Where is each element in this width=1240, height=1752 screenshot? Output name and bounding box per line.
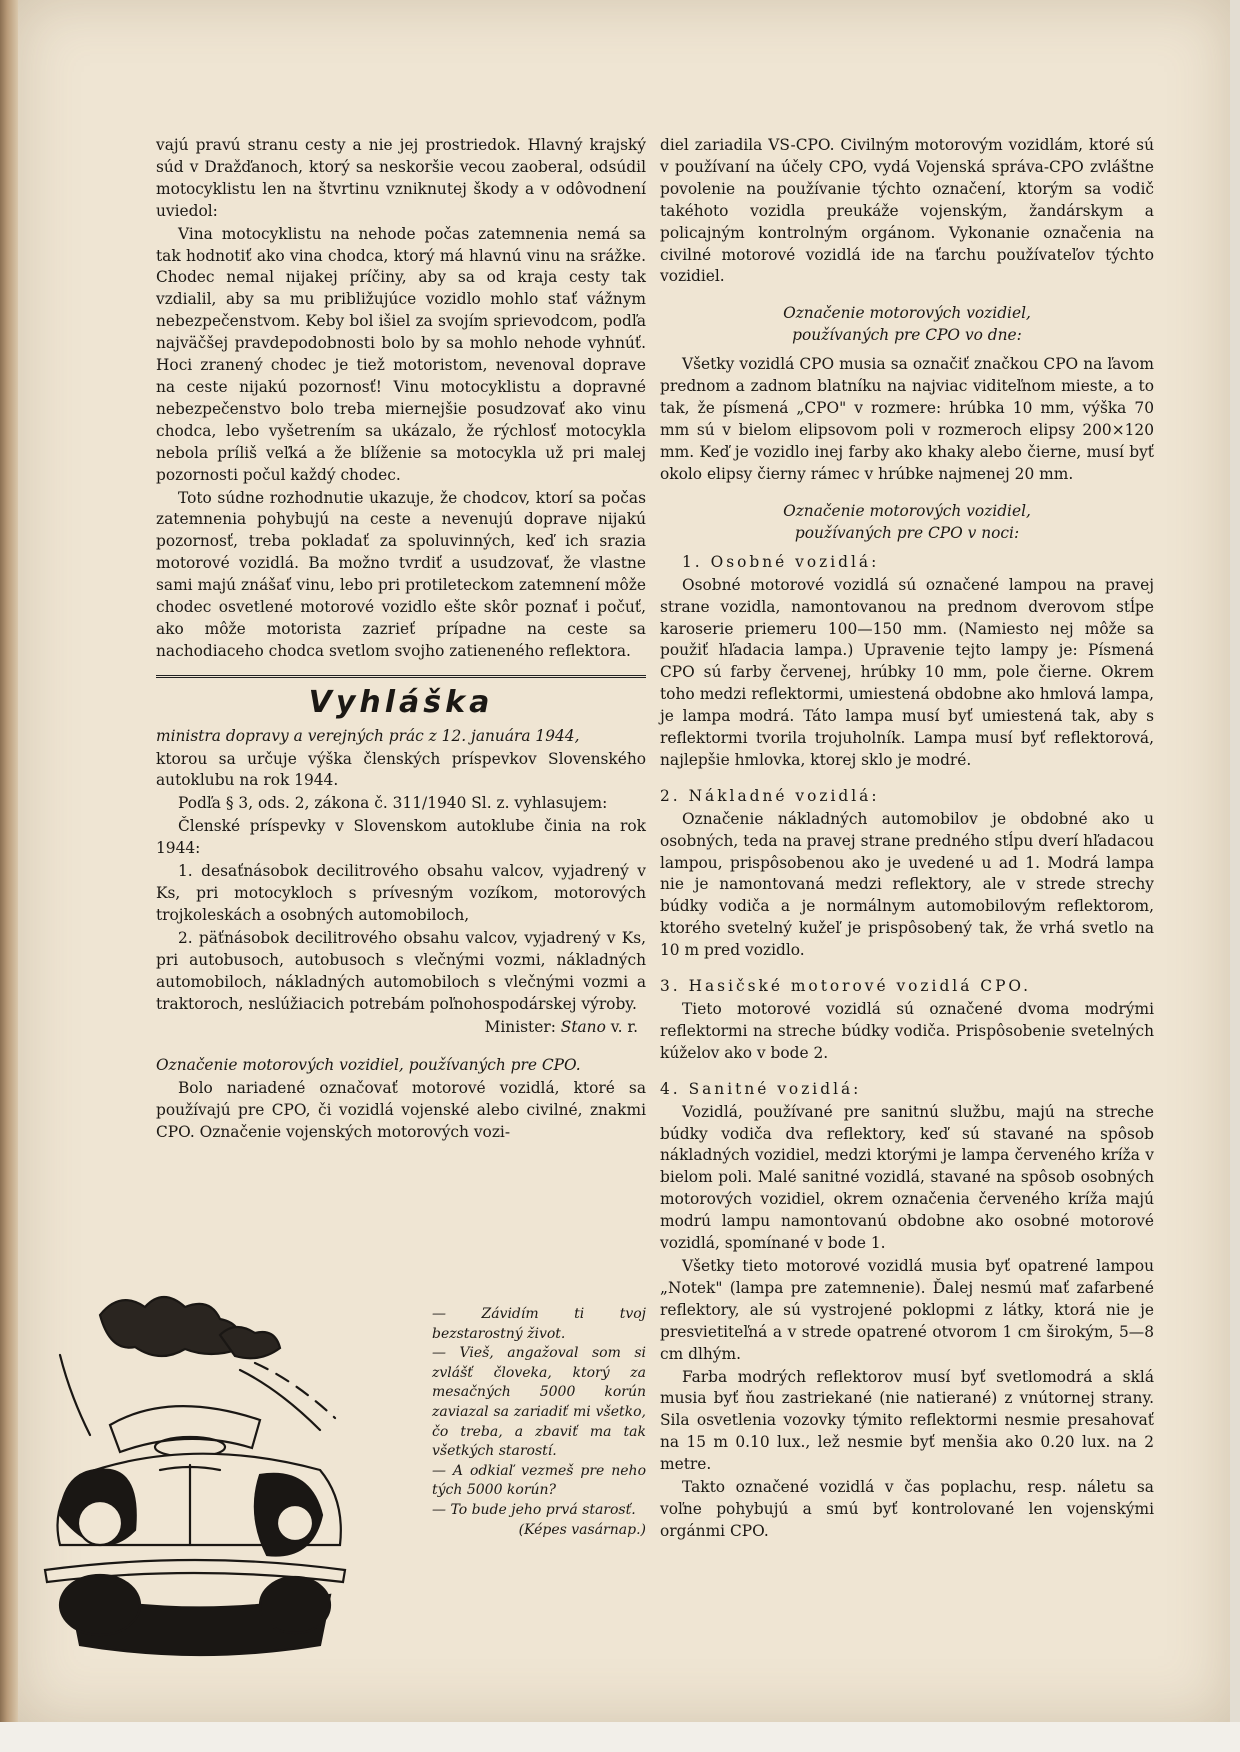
section-divider xyxy=(156,675,646,678)
section-3-heading: 3. Hasičské motorové vozidlá CPO. xyxy=(660,977,1032,996)
section-2-heading: 2. Nákladné vozidlá: xyxy=(660,786,880,805)
vyhlaska-item-1: 1. desaťnásobok decilitrového obsahu valcov, vyjadrený v Ks, pri motocykloch s prívesným vozíkom, motorových trojkoleskách a osobných automobiloch, xyxy=(156,862,646,924)
caption-line-3: — A odkiaľ vezmeš pre neho tých 5000 korún? xyxy=(432,1462,646,1499)
scan-margin-right xyxy=(1230,0,1240,1752)
left-paragraph-1: vajú pravú stranu cesty a nie jej prostriedok. Hlavný krajský súd v Dražďanoch, ktorý sa neskoršie vecou zaoberal, odsúdil motocyklistu len na štvrtinu vzniknutej škody a v odôvodnení uviedol: xyxy=(156,136,646,220)
scan-margin-bottom xyxy=(0,1722,1240,1752)
caption-line-2: — Vieš, angažoval som si zvlášť človeka, ktorý za mesačných 5000 korún zaviazal sa zariadiť mi všetko, čo treba, a zbaviť ma tak všetkých starostí. xyxy=(432,1345,646,1460)
heading-night-marking xyxy=(660,500,1154,544)
right-paragraph-1: diel zariadila VS-CPO. Civilným motorovým vozidlám, ktoré sú v používaní na účely CPO, vydá Vojenská správa-CPO zvláštne povolenie na používanie týchto označení, ktorým sa vodič takéhoto vozidla preukáže vojenským, žandárskym a policajným kontrolným orgánom. Vykonanie označenia na civilné motorové vozidlá ide na ťarchu používateľov týchto vozidiel. xyxy=(660,136,1154,286)
cartoon-car-illustration xyxy=(40,1285,360,1665)
right-paragraph-2: Všetky vozidlá CPO musia sa označiť značkou CPO na ľavom prednom a zadnom blatníku na najviac viditeľnom mieste, a to tak, že písmená „CPO" v rozmere: hrúbka 10 mm, výška 70 mm sú v bielom elipsovom poli v rozmeroch elipsy 200×120 mm. Keď je vozidlo inej farby ako khaky alebo čierne, musí byť okolo elipsy čierny rámec v hrúbke najmenej 20 mm. xyxy=(660,355,1154,483)
heading-day-line-1: Označenie motorových vozidiel, xyxy=(783,304,1031,323)
heading-night-line-1: Označenie motorových vozidiel, xyxy=(783,501,1031,520)
section-2-text: Označenie nákladných automobilov je obdobné ako u osobných, teda na pravej strane predného stĺpu dverí hľadacou lampou, prispôsobenou ako je uvedené u ad 1. Modrá lampa nie je namontovaná medzi reflektory, ale v strede strechy búdky vodiča a je normálnym automobilovým reflektorom, ktorého svetelný kužeľ je prispôsobený tak, že vrhá svetlo na 10 m pred vozidlo. xyxy=(660,809,1154,960)
vyhlaska-signature xyxy=(156,1017,646,1039)
cartoon-caption xyxy=(432,1305,646,1540)
right-paragraph-5: Takto označené vozidlá v čas poplachu, resp. náletu sa voľne pohybujú a smú byť kontrolované len vojenskými orgánmi CPO. xyxy=(660,1478,1154,1540)
signature-suffix: v. r. xyxy=(610,1018,638,1037)
vyhlaska-title: Vyhláška xyxy=(308,684,494,720)
heading-day-marking xyxy=(660,302,1154,346)
oznacenie-paragraph: Bolo nariadené označovať motorové vozidlá, ktoré sa používajú pre CPO, či vozidlá vojenské alebo civilné, znakmi CPO. Označenie vojenských motorových vozi- xyxy=(156,1079,646,1142)
caption-line-1: — Závidím ti tvoj bezstarostný život. xyxy=(432,1306,646,1342)
left-paragraph-3: Toto súdne rozhodnutie ukazuje, že chodcov, ktorí sa počas zatemnenia pohybujú na ceste a nevenujú doprave nijakú pozornosť, treba pokladať za spoluvinných, keď ich srazia motorové vozidlá. Ba možno tvrdiť a usudzovať, že vlastne sami majú znášať vinu, lebo pri protileteckom zatemnení môže chodec osvetlené motorové vozidlo ešte skôr poznať i počuť, ako môže motorista zazrieť prípadne na ceste sa nachodiaceho chodca svetlom svojho zatieneného reflektora. xyxy=(156,488,646,660)
signature-prefix: Minister: xyxy=(484,1018,556,1037)
right-paragraph-4: Farba modrých reflektorov musí byť svetlomodrá a sklá musia byť ňou zastriekané (nie natierané) z vnútornej strany. Sila osvetlenia vozovky týmito reflektormi nesmie presahovať na 15 m 0.10 lux., lež nesmie byť menšia ako 0.20 lux. na 2 metre. xyxy=(660,1367,1154,1474)
right-column xyxy=(660,135,1154,1543)
section-1-heading: 1. Osobné vozidlá: xyxy=(682,552,880,571)
caption-source: (Képes vasárnap.) xyxy=(518,1521,646,1538)
section-4-text: Vozidlá, používané pre sanitnú službu, majú na streche búdky vodiča dva reflektory, keď sú stavané na spôsob nákladných vozidiel, medzi ktorými je lampa červeného kríža v bielom poli. Malé sanitné vozidlá, stavané na spôsob osobných motorových vozidiel, okrem označenia červeného kríža majú modrú lampu namontovanú obdobne ako osobné motorové vozidlá, spomínané v bode 1. xyxy=(660,1102,1154,1253)
section-1-text: Osobné motorové vozidlá sú označené lampou na pravej strane vozidla, namontovanou na prednom dverovom stĺpe karoserie priemeru 100—150 mm. (Namiesto nej môže sa použiť hľadacia lampa.) Upravenie tejto lampy je: Písmená CPO sú farby červenej, hrúbky 10 mm, pole čierne. Okrem toho medzi reflektormi, umiestená obdobne ako hmlová lampa, je lampa modrá. Táto lampa musí byť umiestená tak, aby s reflektormi tvorila trojuholník. Lampa musí byť reflektorová, najlepšie hmlovka, ktorej sklo je modré. xyxy=(660,575,1154,769)
left-column xyxy=(156,135,646,1144)
caption-line-4 xyxy=(432,1501,646,1538)
caption-line-4-text: — To bude jeho prvá starosť. xyxy=(432,1501,636,1518)
left-paragraph-2: Vina motocyklistu na nehode počas zatemnenia nemá sa tak hodnotiť ako vina chodca, ktorý má hlavnú vinu na srážke. Chodec nemal nijakej príčiny, aby sa od kraja cesty tak vzdialil, aby sa mu približujúce vozidlo mohlo stať vážnym nebezpečenstvom. Keby bol išiel za svojím sprievodcom, podľa najväčšej pravdepodobnosti bolo by sa mohlo nehode vyhnúť. Hoci zranený chodec je tiež motoristom, nevenoval doprave na ceste nijakú pozornosť! Vinu motocyklistu a dopravné nebezpečenstvo bolo treba miernejšie posudzovať ako vinu chodca, lebo vyšetrením sa ukázalo, že rýchlosť motocykla nebola príliš veľká a že blíženie sa motocykla už pri malej pozornosti počul každý chodec. xyxy=(156,224,646,484)
heading-night-line-2: používaných pre CPO v noci: xyxy=(794,523,1020,542)
page-binding-edge xyxy=(0,0,18,1752)
vyhlaska-paragraph-1: ktorou sa určuje výška členských príspevkov Slovenského autoklubu na rok 1944. xyxy=(156,749,646,790)
vyhlaska-item-2: 2. päťnásobok decilitrového obsahu valcov, vyjadrený v Ks, pri autobusoch, autobusoch s vlečnými vozmi, nákladných automobiloch, nákladných automobiloch s vlečnými vozmi a traktoroch, neslúžiacich potrebám poľnohospodárskej výroby. xyxy=(156,928,646,1013)
vyhlaska-paragraph-3: Členské príspevky v Slovenskom autoklube činia na rok 1944: xyxy=(156,817,646,858)
heading-day-line-2: používaných pre CPO vo dne: xyxy=(792,326,1022,345)
right-paragraph-3: Všetky tieto motorové vozidlá musia byť opatrené lampou „Notek" (lampa pre zatemnenie). Ďalej nesmú mať zafarbené reflektory, ale sú vystrojené poklopmi z látky, ktorá nie je presvietiteľná a v strede opatrené otvorom 1 cm širokým, 5—8 cm dlhým. xyxy=(660,1256,1154,1363)
oznacenie-heading: Označenie motorových vozidiel, používaných pre CPO. xyxy=(156,1056,581,1075)
vyhlaska-subtitle: ministra dopravy a verejných prác z 12. januára 1944, xyxy=(156,726,580,745)
section-4-heading: 4. Sanitné vozidlá: xyxy=(660,1079,862,1098)
section-3-text: Tieto motorové vozidlá sú označené dvoma modrými reflektormi na streche búdky vodiča. Prispôsobenie svetelných kúželov ako v bode 2. xyxy=(660,1000,1154,1062)
vyhlaska-paragraph-2: Podľa § 3, ods. 2, zákona č. 311/1940 Sl. z. vyhlasujem: xyxy=(178,794,608,813)
signature-name: Stano xyxy=(560,1018,606,1037)
